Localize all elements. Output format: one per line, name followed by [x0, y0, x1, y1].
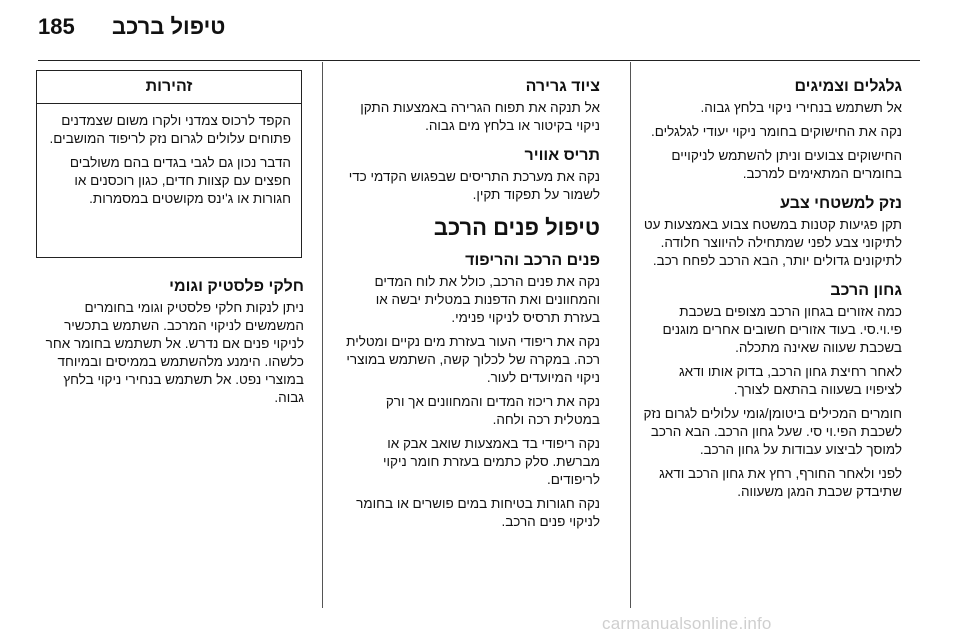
section-title: חלקי פלסטיק וגומי [169, 278, 304, 295]
paragraph: נקה חגורות בטיחות במים פושרים או בחומר לניקוי פנים הרכב. [356, 496, 600, 529]
section-title: גחון הרכב [830, 282, 902, 299]
caution-body [37, 104, 301, 208]
paragraph: נקה את פנים הרכב, כולל את לוח המדים והמחוונים ואת הדפנות במטלית יבשה או בעזרת תרסיס לניקוי פנימי. [374, 274, 600, 325]
paragraph: כמה אזורים בגחון הרכב מצופים בשכבת פי.וי.סי. בעוד אזורים חשובים אחרים מוגנים בשכבת שעווה שאינה מתכלה. [662, 304, 902, 355]
section-title: נזק למשטחי צבע [780, 195, 902, 212]
paragraph: נקה את ריפודי העור בעזרת מים נקיים ומטלית רכה. במקרה של לכלוך קשה, השתמש במוצרי ניקוי המיועדים לעור. [346, 334, 600, 385]
paragraph: הקפד לרכוס צמדני ולקרו משום שצמדנים פתוחים עלולים לגרום נזק לריפוד המושבים. [49, 113, 291, 146]
section-title: גלגלים וצמיגים [794, 78, 902, 95]
paragraph: אל תנקה את תפוח הגרירה באמצעות התקן ניקוי בקיטור או בלחץ מים גבוה. [360, 100, 600, 133]
page-header [38, 14, 920, 50]
section-underbody [640, 280, 902, 501]
paragraph: החישוקים צבועים וניתן להשתמש לניקויים בחומרים המתאימים למרכב. [671, 148, 902, 181]
paragraph: לאחר רחיצת גחון הרכב, בדוק אותו ודאג לציפויו בשעווה בהתאם לצורך. [678, 364, 902, 397]
page-number: 185 [38, 14, 75, 39]
column-middle [338, 76, 600, 541]
section-air-shutter [338, 145, 600, 204]
paragraph: נקה את מערכת התריסים שבפגוש הקדמי כדי לשמור על תפקוד תקין. [348, 169, 600, 202]
paragraph: אל תשתמש בנחירי ניקוי בלחץ גבוה. [700, 100, 902, 115]
caution-box [36, 70, 302, 258]
chapter-heading: טיפול פנים הרכב [433, 215, 600, 240]
header-rule [38, 60, 920, 61]
section-title: ציוד גרירה [525, 78, 600, 95]
paragraph: הדבר נכון גם לגבי בגדים בהם משולבים חפצים עם קצוות חדים, כגון רוכסנים או חגורות או ג'ינס מקושטים במסמרות. [69, 155, 291, 206]
section-title: תריס אוויר [524, 147, 600, 164]
paragraph: נקה את ריכוז המדים והמחוונים אך ורק במטלית רכה ולחה. [385, 394, 600, 427]
paragraph: נקה ריפודי בד באמצעות שואב אבק או מברשת. סלק כתמים בעזרת חומר ניקוי לריפודים. [383, 436, 600, 487]
paragraph: ניתן לנקות חלקי פלסטיק וגומי בחומרים המשמשים לניקוי המרכב. השתמש בתכשיר לניקוי פנים אם נדרש. אל תשתמש בחומר אחר כלשהו. הימנע מלהשתמש בממיסים ובמיוחד במוצרי נפט. אל תשתמש בנחירי ניקוי בלחץ גבוה. [45, 300, 304, 405]
column-right [640, 76, 902, 511]
paragraph: חומרים המכילים ביטומן/גומי עלולים לגרום נזק לשכבת הפי.וי סי. שעל גחון הרכב. הבא הרכב למוסך לביצוע עבודות על גחון הרכב. [643, 406, 902, 457]
paragraph: לפני ולאחר החורף, רחץ את גחון הרכב ודאג שתיבדק שכבת המגן משעווה. [659, 466, 902, 499]
caution-title: זהירות [37, 71, 301, 104]
paragraph: נקה את החישוקים בחומר ניקוי יעודי לגלגלים. [651, 124, 902, 139]
paragraph: תקן פגיעות קטנות במשטח צבוע באמצעות עט לתיקוני צבע לפני שמתחילה להיווצר חלודה. לתיקונים גדולים יותר, הבא הרכב לפחח רכב. [643, 217, 902, 268]
section-title: פנים הרכב והריפוד [465, 252, 600, 269]
column-divider-left [322, 62, 323, 608]
watermark: carmanualsonline.info [602, 614, 772, 633]
section-interior-upholstery [338, 250, 600, 531]
section-paint-damage [640, 193, 902, 270]
section-plastic-rubber [36, 276, 304, 413]
section-wheels-tyres [640, 76, 902, 183]
section-towing [338, 76, 600, 135]
running-title: טיפול ברכב [112, 14, 226, 39]
column-divider-right [630, 62, 631, 608]
